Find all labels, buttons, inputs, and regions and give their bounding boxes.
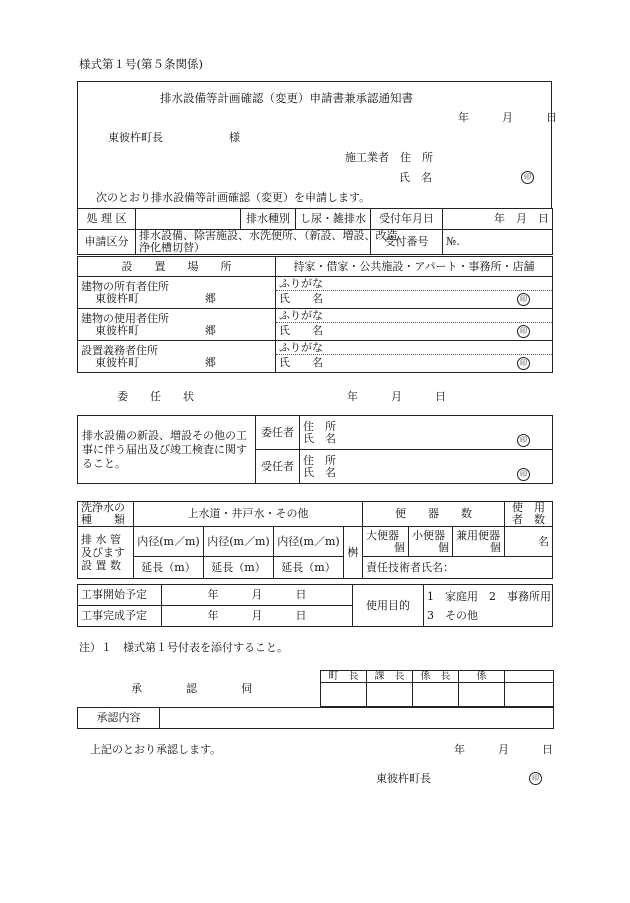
start-label: 工事開始予定 [78, 585, 162, 606]
kubun-value: 排水設備、除害施設、水洗便所、（新設、増設、改造、 浄化槽切替） [136, 230, 371, 255]
water-sources: 上水道・井戸水・その他 [134, 502, 363, 527]
proxy-title: 委 任 状 [117, 390, 194, 403]
seal-icon: 印 [517, 325, 530, 338]
proxy-description: 排水設備の新設、増設その他の工事に伴う届出及び竣工検査に関すること。 [78, 416, 256, 484]
pipes-label: 排 水 管及びます設 置 数 [78, 527, 134, 579]
kubun-label: 申請区分 [78, 230, 136, 255]
approval-content-label: 承認内容 [78, 708, 160, 729]
shori-label: 処 理 区 [78, 209, 136, 230]
location-label: 設 置 場 所 [78, 257, 276, 277]
end-date: 年 月 日 [162, 606, 353, 627]
schedule-table [77, 584, 553, 627]
users-count: 名 [505, 527, 553, 557]
seal-icon: 印 [529, 772, 542, 785]
seal-icon: 印 [517, 468, 530, 481]
uketsuke-no-label: 受付番号 [371, 230, 443, 255]
facility-table: 洗浄水の種 類 上水道・井戸水・その他 便 器 数 使 用者 数 排 水 管及びます設 置 数 内径(m／m) 内径(m／m) 内径(m／m) 桝 大便器 個 小便器 個 兼用便器 個 名 延長（m） 延長（m） 延長（m） 責任技術者氏名： [77, 501, 553, 579]
contractor-name: 氏 名 [399, 171, 432, 184]
mayor-signature: 東彼杵町長 [376, 772, 431, 785]
owner-address: 建物の所有者住所 東彼杵町 郷 [78, 277, 276, 309]
addressee: 東彼杵町長 様 [108, 131, 240, 144]
water-label: 洗浄水の種 類 [78, 502, 134, 527]
approval-stamp-table: 町 長 課 長 係 長 係 [320, 670, 554, 707]
seal-icon: 印 [517, 293, 530, 306]
user-address: 建物の使用者住所 東彼杵町 郷 [78, 309, 276, 341]
users-label: 使 用者 数 [505, 502, 553, 527]
haisui-value: し尿・雑排水 [296, 209, 371, 230]
contractor-address: 施工業者 住 所 [345, 151, 433, 164]
note-text: 注）１ 様式第１号付表を添付すること。 [79, 641, 288, 654]
agent-label: 受任者 [256, 450, 300, 484]
purpose-label: 使用目的 [353, 585, 424, 627]
seal-icon: 印 [517, 357, 530, 370]
uketsuke-date-label: 受付年月日 [371, 209, 443, 230]
location-types: 持家・借家・公共施設・アパート・事務所・店舗 [276, 257, 553, 277]
closing-text: 上記のとおり承認します。 [90, 743, 222, 756]
dual-toilet: 兼用便器 個 [453, 527, 505, 557]
engineer-name: 責任技術者氏名： [363, 557, 553, 579]
principal-label: 委任者 [256, 416, 300, 450]
purpose-options: 1 家庭用 2 事務所用 3 その他 [424, 585, 553, 627]
masu-label: 桝 [344, 527, 363, 579]
obligor-address: 設置義務者住所 東彼杵町 郷 [78, 341, 276, 373]
header-date: 年 月 日 [458, 111, 557, 124]
proxy-table: 排水設備の新設、増設その他の工事に伴う届出及び竣工検査に関すること。 委任者 住 所 氏 名 印 受任者 住 所 氏 名 印 [77, 415, 553, 484]
approval-content-table [77, 707, 554, 729]
seal-icon: 印 [517, 434, 530, 447]
big-toilet: 大便器 個 [363, 527, 409, 557]
location-table: 設 置 場 所 持家・借家・公共施設・アパート・事務所・店舗 建物の所有者住所 東彼杵町 郷 ふりがな 氏 名 印 建物の使用者住所 東彼杵町 郷 ふりがな 氏 名 印 設置義務者住所 東彼杵町 郷 ふりがな 氏 名 印 [77, 256, 553, 373]
small-toilet: 小便器 個 [409, 527, 453, 557]
end-label: 工事完成予定 [78, 606, 162, 627]
haisui-label: 排水種別 [241, 209, 296, 230]
form-number: 様式第１号(第５条関係) [79, 57, 203, 71]
approval-label: 承 認 伺 [131, 682, 252, 695]
seal-icon: 印 [521, 171, 534, 184]
uketsuke-date: 年 月 日 [443, 209, 553, 230]
closing-date: 年 月 日 [454, 743, 553, 756]
document-title: 排水設備等計画確認（変更）申請書兼承認通知書 [160, 91, 413, 105]
application-table [77, 208, 553, 255]
start-date: 年 月 日 [162, 585, 353, 606]
intro-text: 次のとおり排水設備等計画確認（変更）を申請します。 [96, 191, 371, 204]
proxy-date: 年 月 日 [347, 390, 446, 403]
uketsuke-no: №. [443, 230, 553, 255]
toilet-count-label: 便 器 数 [363, 502, 505, 527]
